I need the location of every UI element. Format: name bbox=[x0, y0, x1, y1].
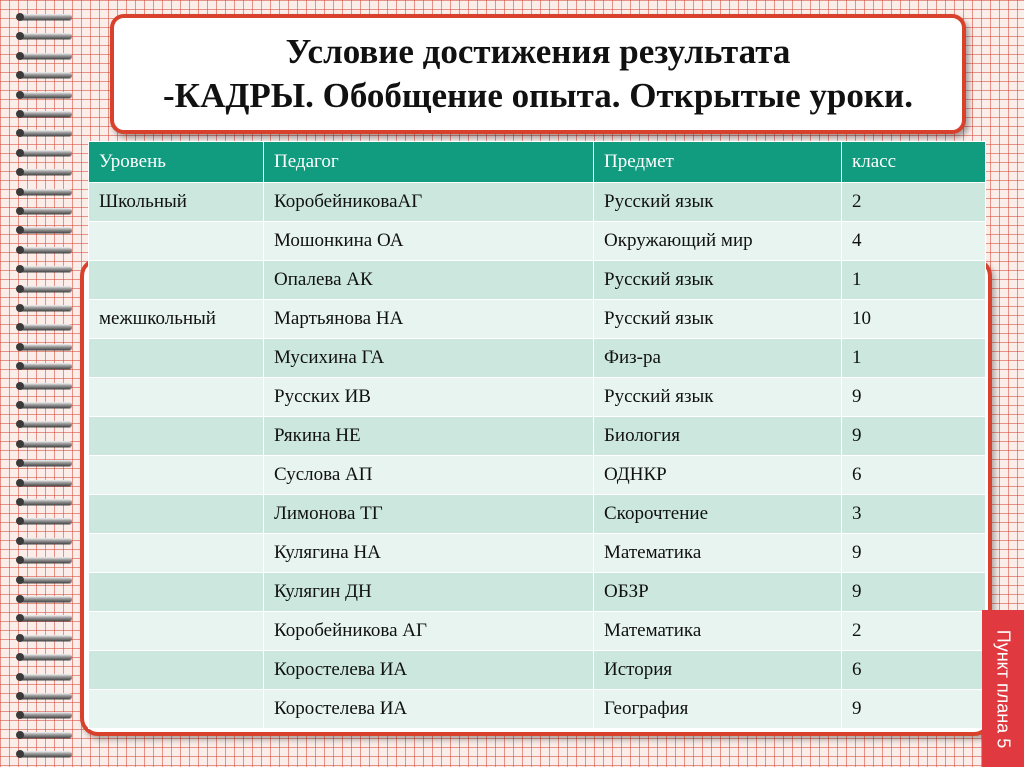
spiral-ring bbox=[20, 53, 72, 59]
cell-class: 4 bbox=[842, 222, 986, 261]
cell-teacher: КоробейниковаАГ bbox=[264, 183, 594, 222]
cell-level bbox=[89, 534, 264, 573]
cell-level: Школьный bbox=[89, 183, 264, 222]
spiral-ring bbox=[20, 130, 72, 136]
cell-class: 9 bbox=[842, 417, 986, 456]
notebook-spiral bbox=[0, 0, 80, 767]
cell-class: 1 bbox=[842, 339, 986, 378]
cell-teacher: Коробейникова АГ bbox=[264, 612, 594, 651]
cell-level bbox=[89, 417, 264, 456]
cell-subject: ОБЗР bbox=[594, 573, 842, 612]
cell-class: 3 bbox=[842, 495, 986, 534]
spiral-ring bbox=[20, 402, 72, 408]
cell-level bbox=[89, 378, 264, 417]
cell-subject: История bbox=[594, 651, 842, 690]
spiral-ring bbox=[20, 596, 72, 602]
cell-class: 6 bbox=[842, 651, 986, 690]
cell-class: 6 bbox=[842, 456, 986, 495]
plan-item-tab bbox=[982, 610, 1024, 767]
spiral-ring bbox=[20, 421, 72, 427]
cell-class: 9 bbox=[842, 378, 986, 417]
cell-subject: Русский язык bbox=[594, 300, 842, 339]
spiral-ring bbox=[20, 344, 72, 350]
table-row bbox=[89, 651, 986, 690]
cell-class: 2 bbox=[842, 183, 986, 222]
spiral-ring bbox=[20, 150, 72, 156]
cell-level bbox=[89, 573, 264, 612]
cell-class: 1 bbox=[842, 261, 986, 300]
spiral-ring bbox=[20, 577, 72, 583]
page-title-line-1: Условие достижения результата bbox=[285, 32, 791, 71]
spiral-ring bbox=[20, 518, 72, 524]
spiral-ring bbox=[20, 499, 72, 505]
spiral-ring bbox=[20, 635, 72, 641]
cell-level bbox=[89, 690, 264, 729]
cell-subject: Физ-ра bbox=[594, 339, 842, 378]
spiral-ring bbox=[20, 751, 72, 757]
cell-subject: Окружающий мир bbox=[594, 222, 842, 261]
header-teacher: Педагог bbox=[264, 142, 594, 183]
spiral-ring bbox=[20, 266, 72, 272]
table-row bbox=[89, 612, 986, 651]
table-row bbox=[89, 300, 986, 339]
results-table bbox=[88, 141, 986, 729]
spiral-ring bbox=[20, 324, 72, 330]
table-row bbox=[89, 183, 986, 222]
table-row bbox=[89, 690, 986, 729]
spiral-ring bbox=[20, 732, 72, 738]
cell-subject: Русский язык bbox=[594, 183, 842, 222]
cell-level bbox=[89, 651, 264, 690]
cell-class: 9 bbox=[842, 534, 986, 573]
spiral-ring bbox=[20, 286, 72, 292]
title-box bbox=[110, 14, 966, 134]
cell-level bbox=[89, 339, 264, 378]
cell-level bbox=[89, 222, 264, 261]
table-header-row bbox=[89, 142, 986, 183]
cell-level bbox=[89, 261, 264, 300]
spiral-ring bbox=[20, 674, 72, 680]
cell-level bbox=[89, 612, 264, 651]
cell-class: 10 bbox=[842, 300, 986, 339]
cell-level bbox=[89, 456, 264, 495]
page-title-line-2: -КАДРЫ. Обобщение опыта. Открытые уроки. bbox=[163, 76, 913, 115]
cell-subject: Математика bbox=[594, 612, 842, 651]
spiral-ring bbox=[20, 247, 72, 253]
table-row bbox=[89, 534, 986, 573]
cell-class: 9 bbox=[842, 690, 986, 729]
cell-teacher: Суслова АП bbox=[264, 456, 594, 495]
cell-subject: Скорочтение bbox=[594, 495, 842, 534]
cell-teacher: Мартьянова НА bbox=[264, 300, 594, 339]
spiral-ring bbox=[20, 72, 72, 78]
spiral-ring bbox=[20, 208, 72, 214]
spiral-ring bbox=[20, 654, 72, 660]
table-row bbox=[89, 261, 986, 300]
spiral-ring bbox=[20, 33, 72, 39]
table-row bbox=[89, 495, 986, 534]
spiral-ring bbox=[20, 111, 72, 117]
cell-teacher: Кулягина НА bbox=[264, 534, 594, 573]
spiral-ring bbox=[20, 538, 72, 544]
header-level: Уровень bbox=[89, 142, 264, 183]
table-row bbox=[89, 222, 986, 261]
cell-teacher: Опалева АК bbox=[264, 261, 594, 300]
cell-subject: Биология bbox=[594, 417, 842, 456]
spiral-ring bbox=[20, 712, 72, 718]
spiral-ring bbox=[20, 169, 72, 175]
table-row bbox=[89, 417, 986, 456]
cell-subject: Русский язык bbox=[594, 378, 842, 417]
table-row bbox=[89, 339, 986, 378]
cell-teacher: Лимонова ТГ bbox=[264, 495, 594, 534]
table-row bbox=[89, 378, 986, 417]
cell-teacher: Коростелева ИА bbox=[264, 651, 594, 690]
spiral-ring bbox=[20, 363, 72, 369]
cell-level: межшкольный bbox=[89, 300, 264, 339]
cell-class: 2 bbox=[842, 612, 986, 651]
cell-teacher: Коростелева ИА bbox=[264, 690, 594, 729]
spiral-ring bbox=[20, 441, 72, 447]
cell-subject: ОДНКР bbox=[594, 456, 842, 495]
cell-teacher: Русских ИВ bbox=[264, 378, 594, 417]
spiral-ring bbox=[20, 189, 72, 195]
cell-subject: География bbox=[594, 690, 842, 729]
spiral-ring bbox=[20, 460, 72, 466]
table-row bbox=[89, 573, 986, 612]
cell-teacher: Мошонкина ОА bbox=[264, 222, 594, 261]
cell-class: 9 bbox=[842, 573, 986, 612]
plan-item-label: Пункт плана 5 bbox=[993, 629, 1014, 748]
cell-teacher: Мусихина ГА bbox=[264, 339, 594, 378]
spiral-ring bbox=[20, 615, 72, 621]
spiral-ring bbox=[20, 14, 72, 20]
cell-subject: Математика bbox=[594, 534, 842, 573]
spiral-ring bbox=[20, 305, 72, 311]
spiral-ring bbox=[20, 92, 72, 98]
header-subject: Предмет bbox=[594, 142, 842, 183]
cell-teacher: Рякина НЕ bbox=[264, 417, 594, 456]
table-row bbox=[89, 456, 986, 495]
spiral-ring bbox=[20, 227, 72, 233]
results-table-wrapper bbox=[88, 141, 985, 729]
spiral-ring bbox=[20, 480, 72, 486]
spiral-ring bbox=[20, 383, 72, 389]
cell-level bbox=[89, 495, 264, 534]
header-class: класс bbox=[842, 142, 986, 183]
cell-teacher: Кулягин ДН bbox=[264, 573, 594, 612]
cell-subject: Русский язык bbox=[594, 261, 842, 300]
spiral-ring bbox=[20, 557, 72, 563]
spiral-ring bbox=[20, 693, 72, 699]
